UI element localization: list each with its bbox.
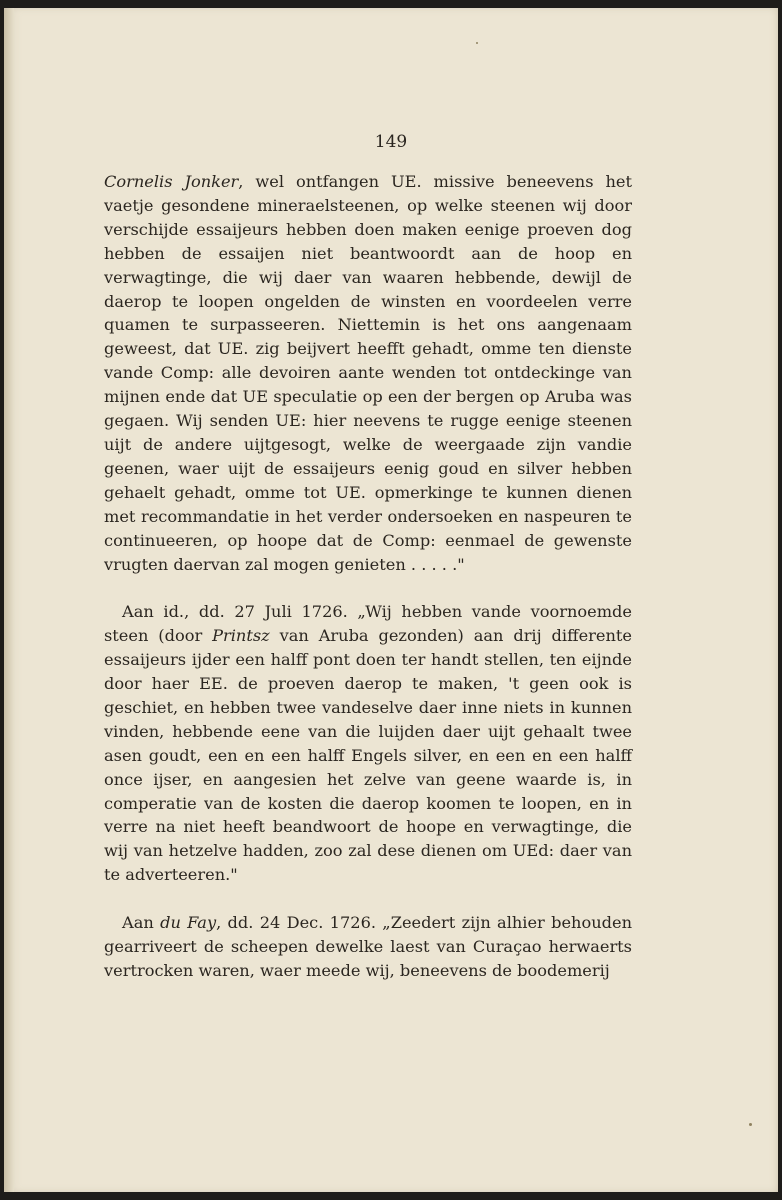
paragraph-2-text: van Aruba gezonden) aan drij differente essaijeurs ijder een halff pont doen ter handt stellen, ten eijnde door haer EE. de proeven daerop te maken, 't geen ook is geschiet, en hebben twee vandeselve daer inne niets in kunnen vinden, hebbende eene van die luijden daer uijt gehaalt twee asen goudt, een en een halff Engels silver, en een en een halff once ijser, en aangesien het zelve van geene waarde is, in comperatie van de kosten die daerop koomen te loopen, en in verre na niet heeft beandwoort de hoope en verwagtinge, die wij van hetzelve hadden, zoo zal dese dienen om UEd: daer van te adverteeren." <box>104 626 632 885</box>
paragraph-2-italic-name: Printsz <box>212 626 270 646</box>
paragraph-3-text: , dd. 24 Dec. 1726. „Zeedert zijn alhier behouden gearriveert de scheepen dewelke laest van Curaçao herwaerts vertrocken waren, waer meede wij, beneevens de boodemerij <box>104 913 632 980</box>
paragraph-3-italic-name: du Fay <box>160 913 217 933</box>
paper-speck <box>749 1123 752 1126</box>
body-text <box>104 170 632 1007</box>
page-number: 149 <box>374 132 408 152</box>
paragraph-1 <box>104 170 632 576</box>
paper-speck <box>476 42 478 44</box>
paragraph-3-prefix: Aan <box>122 913 161 933</box>
page-binding-edge <box>4 8 14 1192</box>
paragraph-1-text: , wel ontfangen UE. missive beneevens het vaetje gesondene mineraelsteenen, op welke steenen wij door verschijde essaijeurs hebben doen maken eenige proeven dog hebben de essaijen niet beantwoordt aan de hoop en verwagtinge, die wij daer van waaren hebbende, dewijl de daerop te loopen ongelden de winsten en voordeelen verre quamen te surpasseeren. Niettemin is het ons aangenaam geweest, dat UE. zig beijvert hee​fft gehadt, omme ten dienste vande Comp: alle devoiren aante wenden tot ontdeckinge van mijnen ende dat UE speculatie op een der bergen op Aruba was gegaen. Wij senden UE: hier neevens te rugge eenige steenen uijt de andere uijtgesogt, welke de weergaade zijn vandie geenen, waer uijt de essaijeurs eenig goud en silver hebben gehaelt gehadt, omme tot UE. opmerkinge te kunnen dienen met recommandatie in het verder ondersoeken en naspeuren te continueeren, op hoope dat de Comp: eenmael de gewenste vrugten daervan zal mogen genieten . . . . ." <box>104 172 633 574</box>
paragraph-3 <box>104 911 632 983</box>
paragraph-1-italic-name: Cornelis Jonker <box>104 172 239 191</box>
paragraph-2 <box>104 600 632 887</box>
paragraph-2-prefix: Aan id., dd. 27 Juli 1726. „Wij hebben vande voornoemde steen (door <box>104 602 632 646</box>
book-page <box>4 8 778 1192</box>
